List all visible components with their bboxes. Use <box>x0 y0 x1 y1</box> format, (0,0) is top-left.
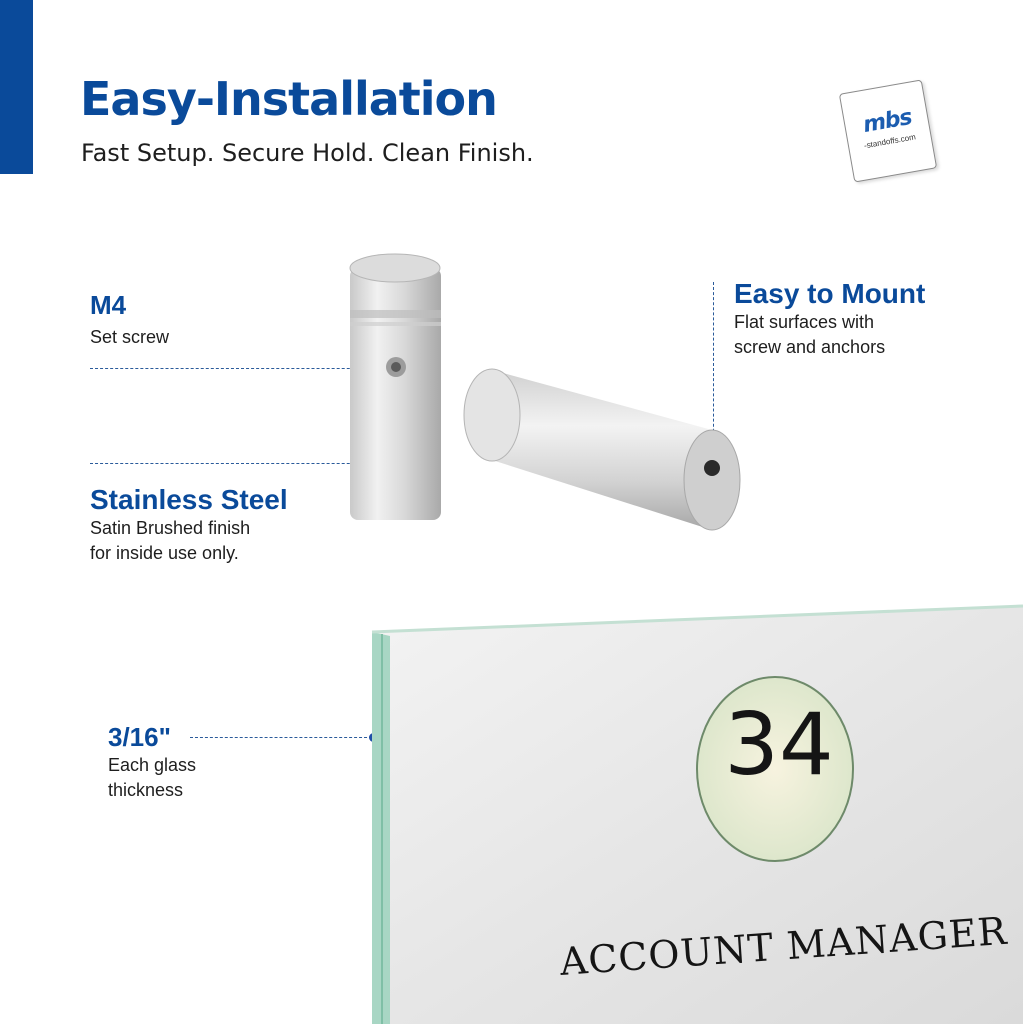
page-title: Easy-Installation <box>80 72 497 126</box>
logo-mark: mbs <box>861 104 914 139</box>
steel-title: Stainless Steel <box>90 484 288 515</box>
sign-room-number: 34 <box>724 695 834 795</box>
steel-line-1: Satin Brushed finish <box>90 518 251 538</box>
mount-title: Easy to Mount <box>734 278 926 309</box>
m4-leader-line <box>90 368 390 369</box>
mount-line-2: screw and anchors <box>734 337 886 357</box>
page-subtitle: Fast Setup. Secure Hold. Clean Finish. <box>81 139 534 167</box>
sign-job-title: ACCOUNT MANAGER <box>558 908 1009 984</box>
mount-line-1: Flat surfaces with <box>734 312 875 332</box>
glass-line-2: thickness <box>108 780 184 800</box>
glass-title: 3/16" <box>108 722 171 752</box>
standoff-horizontal-image <box>462 360 747 540</box>
glass-line-1: Each glass <box>108 755 197 775</box>
accent-bar <box>0 0 33 174</box>
steel-line-2: for inside use only. <box>90 543 239 563</box>
m4-title: M4 <box>90 290 127 320</box>
m4-text: Set screw <box>90 327 170 347</box>
logo-site: -standoffs.com <box>863 132 917 151</box>
steel-leader-line <box>90 463 390 464</box>
standoff-vertical-image <box>348 250 443 525</box>
brand-logo <box>839 79 937 182</box>
